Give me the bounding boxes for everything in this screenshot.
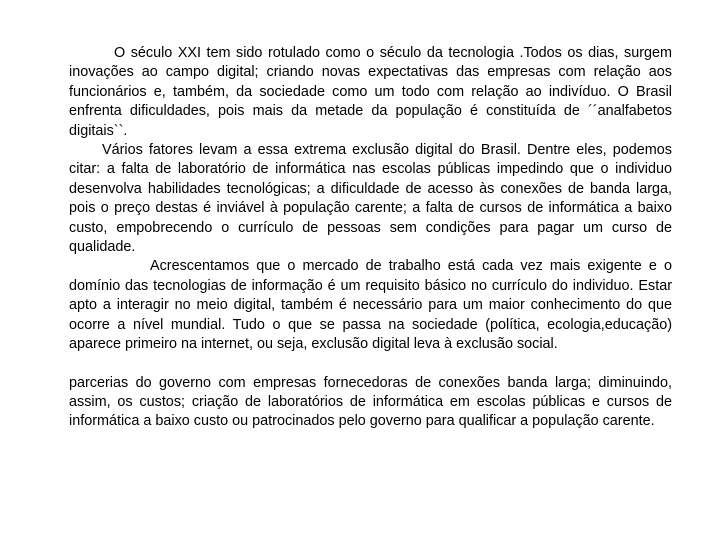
paragraph-factors: Vários fatores levam a essa extrema exclusão digital do Brasil. Dentre eles, podemos citar: a falta de laboratório de informática nas escolas públicas impedindo que o individuo desenvolva habilidades tecnológicas; a dificuldade de acesso às conexões de banda larga, pois o preço destas é inviável à população carente; a falta de cursos de informática a baixo custo, empobrecendo o currículo de pessoas sem condições para pagar um curso de qualidade. <box>69 142 672 256</box>
paragraph-job-market: Acrescentamos que o mercado de trabalho está cada vez mais exigente e o domínio das tecnologias de informação é um requisito básico no currículo do individuo. Estar apto a interagir no meio digital, também é necessário para um maior conhecimento do que ocorre a nível mundial. Tudo o que se passa na sociedade (política, ecologia,educação) aparece primeiro na internet, ou seja, exclusão digital leva à exclusão social. <box>69 258 672 353</box>
paragraph-introduction: O século XXI tem sido rotulado como o século da tecnologia .Todos os dias, surgem inovações ao campo digital; criando novas expectativas das empresas com relação aos funcionários e, também, da sociedade como um todo com relação ao indivíduo. O Brasil enfrenta dificuldades, pois mais da metade da população é constituída de ´´analfabetos digitais``. <box>69 45 672 139</box>
paragraph-partnerships: parcerias do governo com empresas fornecedoras de conexões banda larga; diminuindo, assim, os custos; criação de laboratórios de informática em escolas públicas e cursos de informática a baixo custo ou patrocinados pelo governo para qualificar a população carente. <box>69 374 672 430</box>
document-body <box>69 44 672 432</box>
